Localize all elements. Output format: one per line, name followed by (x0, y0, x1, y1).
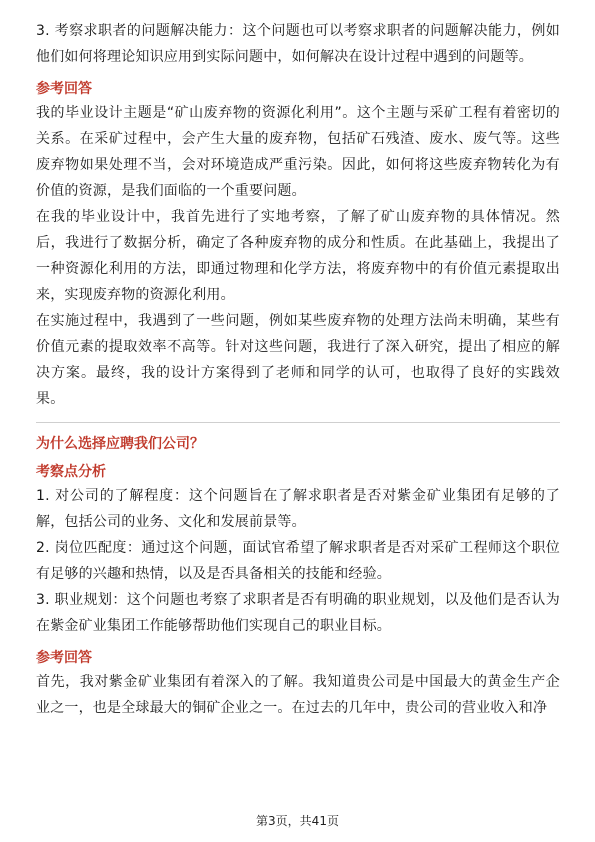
page-number-footer: 第3页，共41页 (256, 814, 339, 828)
answer-paragraph: 首先，我对紫金矿业集团有着深入的了解。我知道贵公司是中国最大的黄金生产企业之一，也是全球最大的铜矿企业之一。在过去的几年中，贵公司的营业收入和净 (36, 674, 560, 716)
analysis-point: 2. 岗位匹配度：通过这个问题，面试官希望了解求职者是否对采矿工程师这个职位有足够的兴趣和热情，以及是否具备相关的技能和经验。 (36, 540, 560, 582)
reference-answer-heading: 参考回答 (36, 81, 92, 97)
page-content (36, 18, 560, 721)
q3-analysis-point: 3. 考察求职者的问题解决能力：这个问题也可以考察求职者的问题解决能力，例如他们如何将理论知识应用到实际问题中，如何解决在设计过程中遇到的问题等。 (36, 23, 560, 65)
analysis-heading: 考察点分析 (36, 464, 106, 480)
reference-answer-heading: 参考回答 (36, 650, 92, 666)
question-title: 为什么选择应聘我们公司？ (36, 436, 204, 452)
analysis-point: 1. 对公司的了解程度：这个问题旨在了解求职者是否对紫金矿业集团有足够的了解，包括公司的业务、文化和发展前景等。 (36, 488, 560, 530)
answer-paragraph: 在实施过程中，我遇到了一些问题，例如某些废弃物的处理方法尚未明确，某些有价值元素的提取效率不高等。针对这些问题，我进行了深入研究，提出了相应的解决方案。最终，我的设计方案得到了老师和同学的认可，也取得了良好的实践效果。 (36, 313, 560, 407)
answer-paragraph: 我的毕业设计主题是“矿山废弃物的资源化利用”。这个主题与采矿工程有着密切的关系。在采矿过程中，会产生大量的废弃物，包括矿石残渣、废水、废气等。这些废弃物如果处理不当，会对环境造成严重污染。因此，如何将这些废弃物转化为有价值的资源，是我们面临的一个重要问题。 (36, 105, 560, 199)
analysis-point: 3. 职业规划：这个问题也考察了求职者是否有明确的职业规划，以及他们是否认为在紫金矿业集团工作能够帮助他们实现自己的职业目标。 (36, 592, 560, 634)
answer-paragraph: 在我的毕业设计中，我首先进行了实地考察，了解了矿山废弃物的具体情况。然后，我进行了数据分析，确定了各种废弃物的成分和性质。在此基础上，我提出了一种资源化利用的方法，即通过物理和化学方法，将废弃物中的有价值元素提取出来，实现废弃物的资源化利用。 (36, 209, 560, 303)
